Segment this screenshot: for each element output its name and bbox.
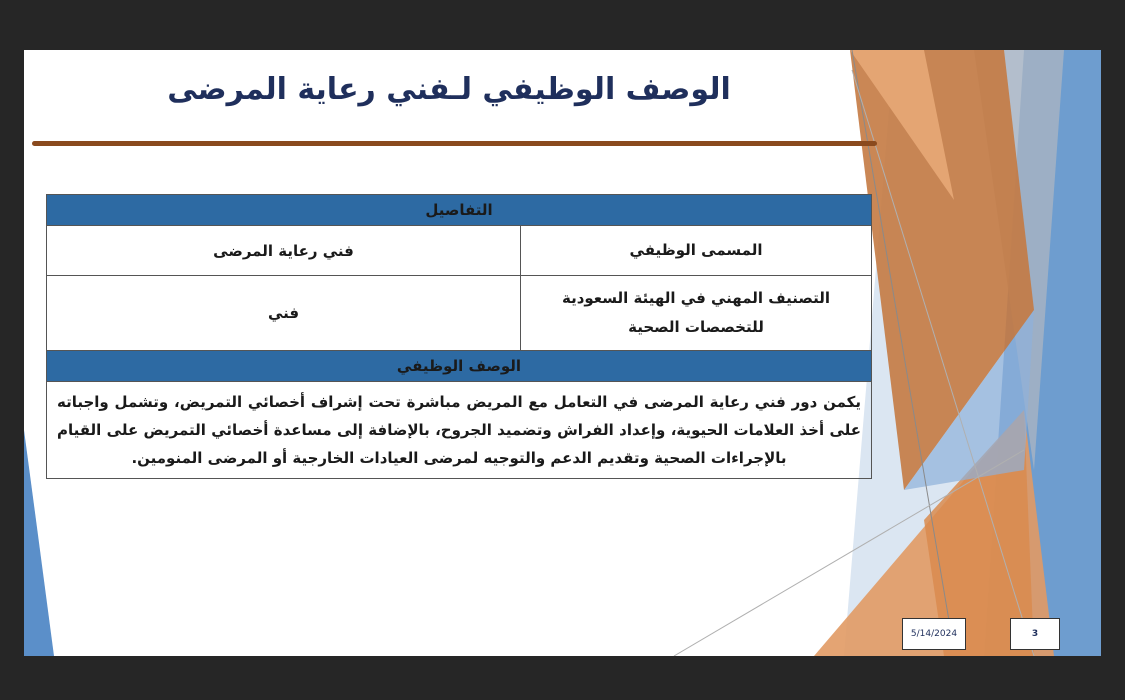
job-title-value: فني رعاية المرضى	[47, 226, 521, 276]
description-header: الوصف الوظيفي	[47, 351, 872, 382]
job-title-label: المسمى الوظيفي	[521, 226, 872, 276]
details-header: التفاصيل	[47, 195, 872, 226]
slide-title: الوصف الوظيفي لـفني رعاية المرضى	[167, 72, 731, 107]
classification-label: التصنيف المهني في الهيئة السعودية للتخصصات الصحية	[521, 276, 872, 351]
slide	[24, 50, 1101, 656]
job-details-table	[46, 194, 872, 479]
title-underline	[32, 141, 877, 146]
table-row	[47, 276, 872, 351]
slide-page-number: 3	[1010, 618, 1060, 650]
table-row	[47, 226, 872, 276]
description-header-row	[47, 351, 872, 382]
table-row	[47, 382, 872, 479]
classification-value: فني	[47, 276, 521, 351]
details-header-row	[47, 195, 872, 226]
description-text: يكمن دور فني رعاية المرضى في التعامل مع المريض مباشرة تحت إشراف أخصائي التمريض، وتشمل واجباته على أخذ العلامات الحيوية، وإعداد الفراش وتضميد الجروح، بالإضافة إلى مساعدة أخصائي التمريض على القيام بالإجراءات الصحية وتقديم الدعم والتوجيه لمرضى العيادات الخارجية أو المرضى المنومين.	[47, 382, 872, 479]
slide-date: 5/14/2024	[902, 618, 966, 650]
